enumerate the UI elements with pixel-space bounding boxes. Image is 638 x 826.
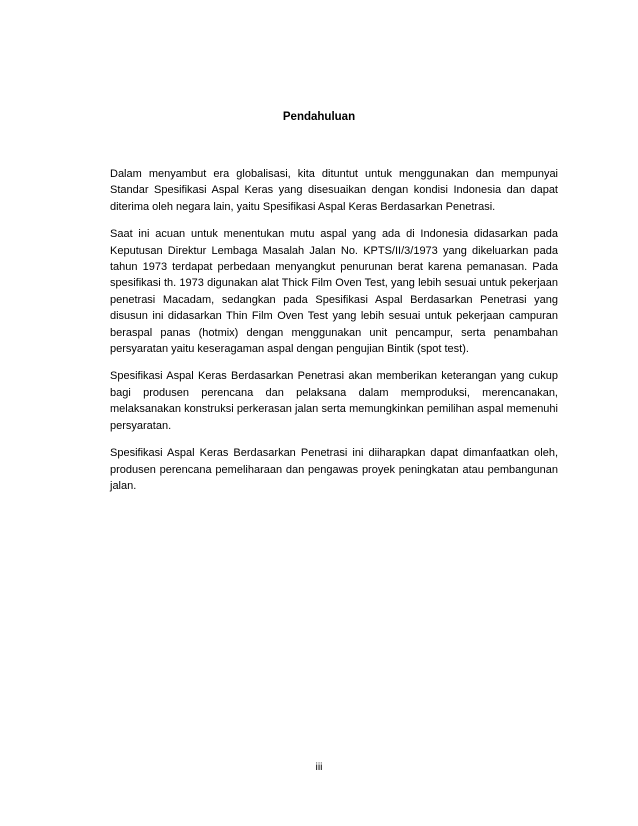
page-title: Pendahuluan (282, 111, 356, 123)
page-number: iii (315, 761, 323, 773)
paragraph-3: Spesifikasi Aspal Keras Berdasarkan Penetrasi akan memberikan keterangan yang cukup bagi produsen perencana dan pelaksana dalam memproduksi, merencanakan, melaksanakan konstruksi perkerasan jalan serta memungkinkan pemilihan aspal memenuhi persyaratan. (110, 370, 558, 432)
paragraph-2: Saat ini acuan untuk menentukan mutu aspal yang ada di Indonesia didasarkan pada Keputusan Direktur Lembaga Masalah Jalan No. KPTS/II/3/1973 yang dikeluarkan pada tahun 1973 terdapat perbedaan menyangkut penurunan berat karena pemanasan. Pada spesifikasi th. 1973 digunakan alat Thick Film Oven Test, yang lebih sesuai untuk pekerjaan penetrasi Macadam, sedangkan pada Spesifikasi Aspal Berdasarkan Penetrasi yang disusun ini didasarkan Thin Film Oven Test yang lebih sesuai untuk pekerjaan campuran beraspal panas (hotmix) dengan menggunakan unit pencampur, serta penambahan persyaratan yaitu keseragaman aspal dengan pengujian Bintik (spot test). (110, 228, 558, 356)
paragraph-4: Spesifikasi Aspal Keras Berdasarkan Penetrasi ini diiharapkan dapat dimanfaatkan oleh, produsen perencana pemeliharaan dan pengawas proyek peningkatan atau pembangunan jalan. (110, 447, 558, 492)
body-text (110, 166, 558, 505)
paragraph-1: Dalam menyambut era globalisasi, kita dituntut untuk menggunakan dan mempunyai Standar Spesifikasi Aspal Keras yang disesuaikan dengan kondisi Indonesia dan dapat diterima oleh negara lain, yaitu Spesifikasi Aspal Keras Berdasarkan Penetrasi. (110, 168, 558, 213)
